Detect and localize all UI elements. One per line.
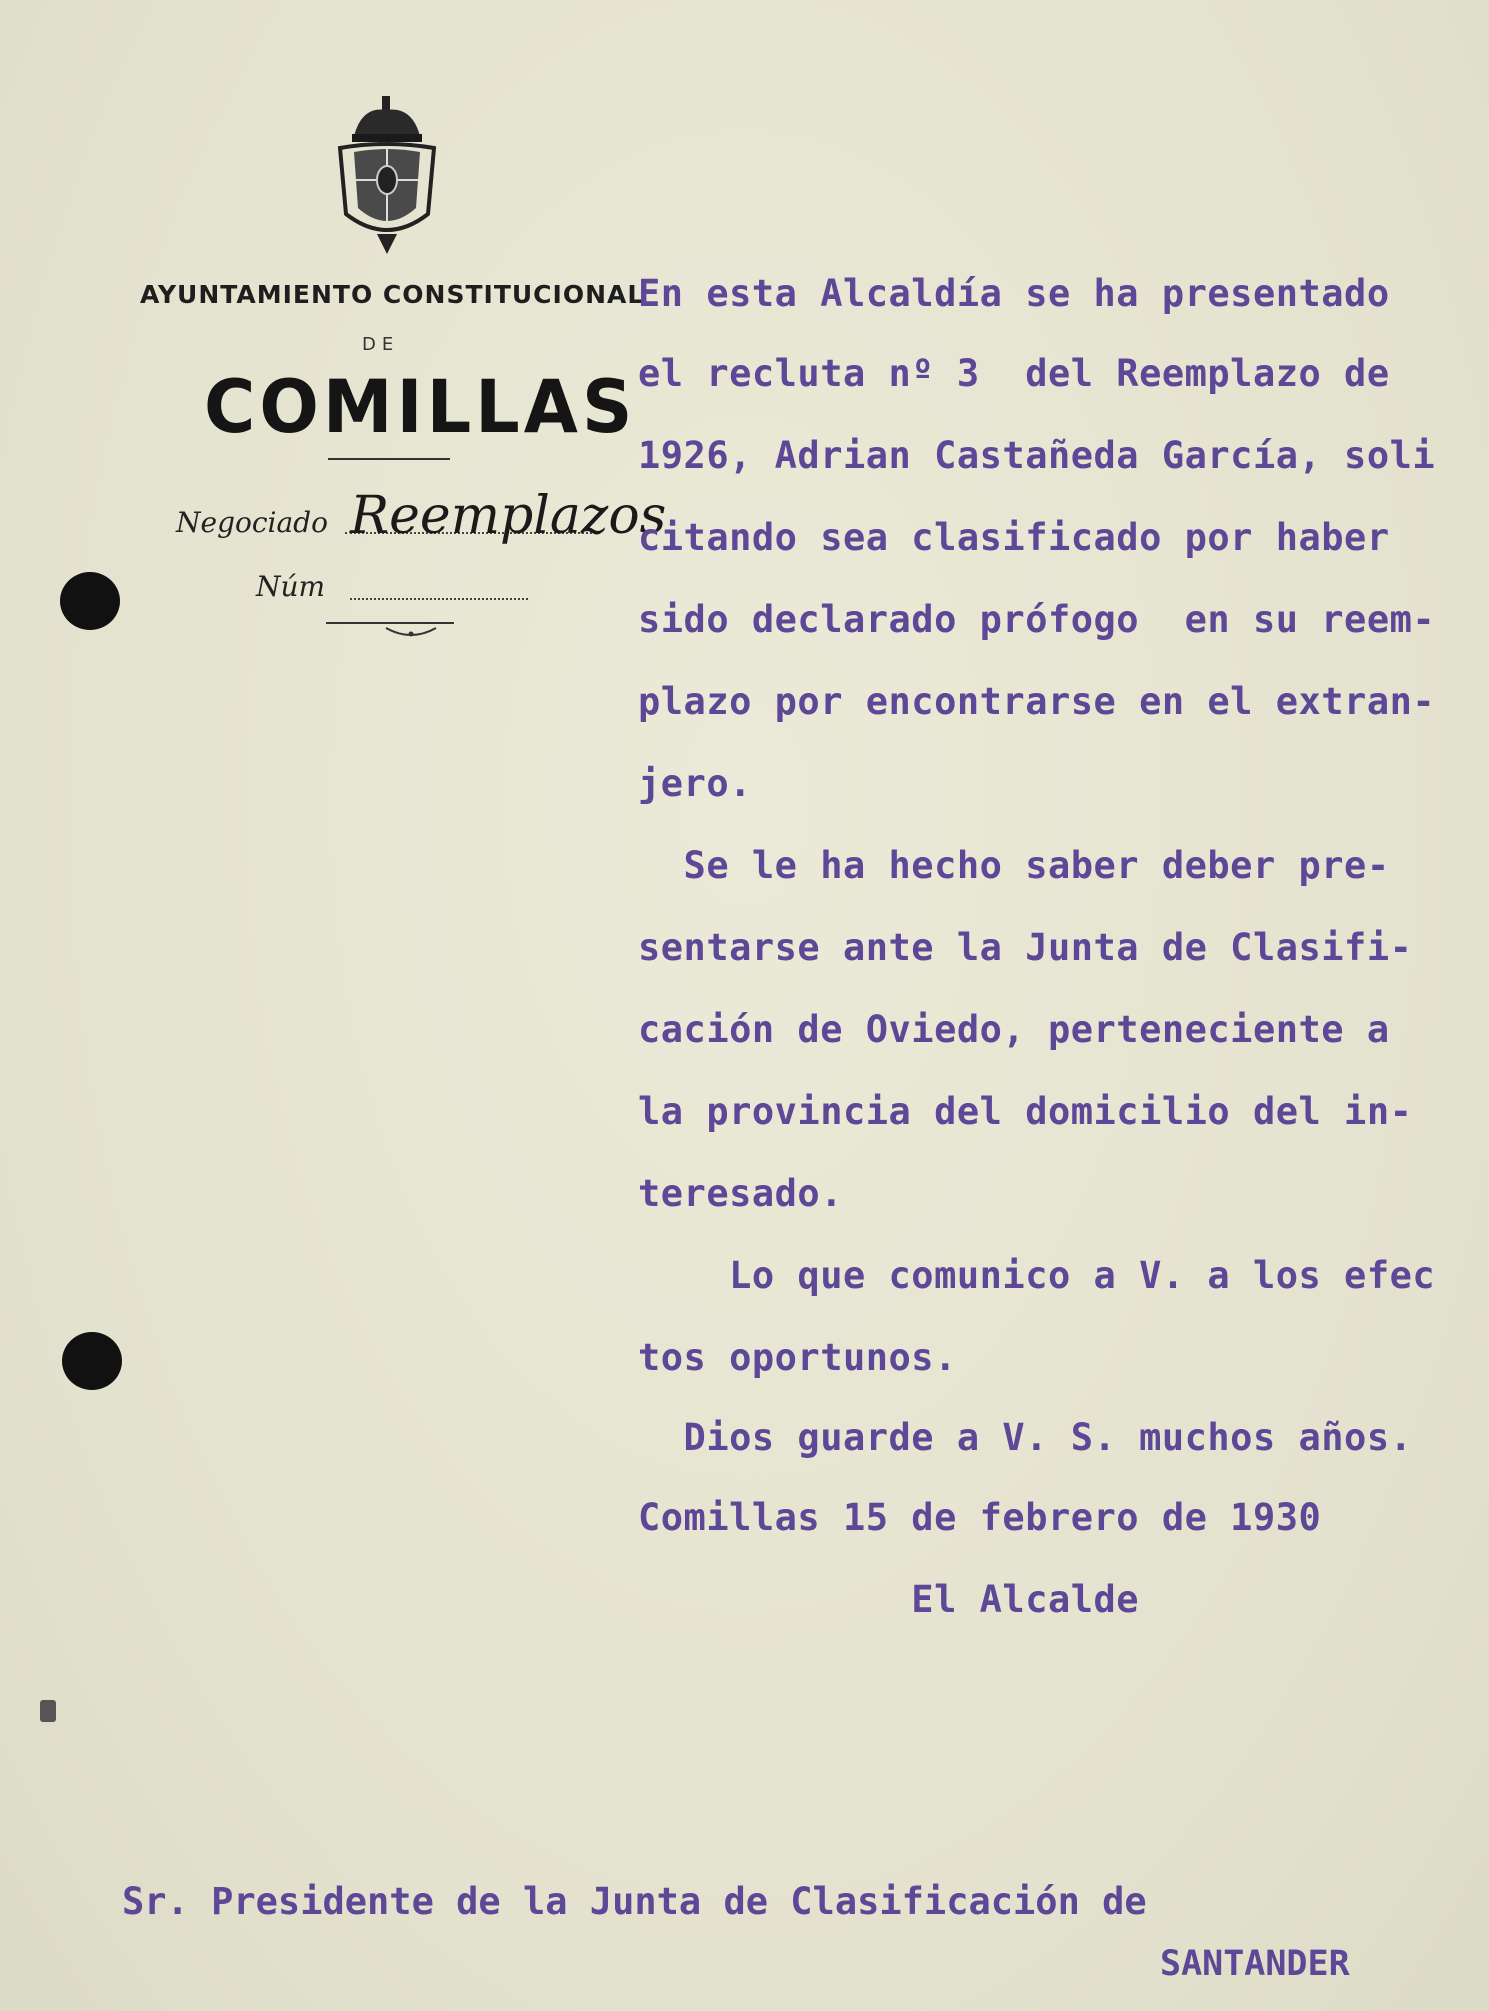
num-label: Núm: [256, 570, 326, 603]
royal-coat-of-arms-icon: [332, 96, 442, 256]
letterhead-institution: AYUNTAMIENTO CONSTITUCIONAL: [140, 280, 645, 309]
body-line: la provincia del domicilio del in-: [638, 1090, 1413, 1133]
letterhead-town: COMILLAS: [204, 363, 637, 451]
body-line: cación de Oviedo, perteneciente a: [638, 1008, 1390, 1051]
body-line: plazo por encontrarse en el extran-: [638, 680, 1436, 723]
body-line: tos oportunos.: [638, 1336, 957, 1379]
body-line: Dios guarde a V. S. muchos años.: [638, 1416, 1413, 1459]
addressee-city: SANTANDER: [1160, 1944, 1350, 1984]
body-line: En esta Alcaldía se ha presentado: [638, 272, 1390, 315]
negociado-handwritten-value: Reemplazos: [350, 486, 667, 546]
body-line: citando sea clasificado por haber: [638, 516, 1390, 559]
punch-hole: [62, 1332, 122, 1390]
num-field-line: [350, 598, 528, 600]
body-line: teresado.: [638, 1172, 843, 1215]
signatory-title: El Alcalde: [638, 1578, 1140, 1621]
letterhead-preposition: DE: [362, 334, 400, 355]
date-line: Comillas 15 de febrero de 1930: [638, 1496, 1322, 1539]
body-line: sido declarado prófogo en su reem-: [638, 598, 1436, 641]
body-line: el recluta nº 3 del Reemplazo de: [638, 352, 1390, 395]
body-line: Se le ha hecho saber deber pre-: [638, 844, 1390, 887]
body-line: sentarse ante la Junta de Clasifi-: [638, 926, 1413, 969]
divider: [328, 458, 450, 460]
punch-hole: [60, 572, 120, 630]
body-line: Lo que comunico a V. a los efec: [638, 1254, 1436, 1297]
body-line: jero.: [638, 762, 752, 805]
addressee-line: Sr. Presidente de la Junta de Clasificación de: [122, 1880, 1147, 1923]
ink-speck: [40, 1700, 56, 1722]
body-line: 1926, Adrian Castañeda García, soli: [638, 434, 1436, 477]
negociado-label: Negociado: [176, 506, 328, 539]
ornament-icon: [366, 622, 456, 642]
